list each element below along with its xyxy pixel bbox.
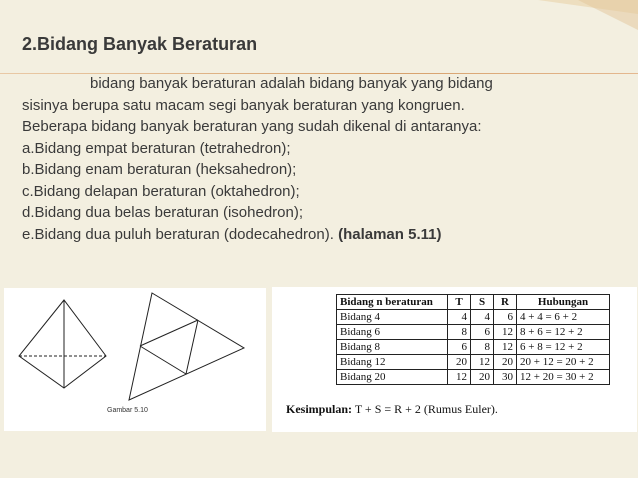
- list-item-text: e.Bidang dua puluh beraturan (dodecahedron).: [22, 225, 334, 243]
- table-cell: 20 + 12 = 20 + 2: [517, 355, 610, 370]
- table-row: [337, 355, 610, 370]
- slide-body: [22, 73, 622, 245]
- conclusion-label: Kesimpulan:: [286, 402, 353, 416]
- table-cell: 20: [448, 355, 471, 370]
- net-inner-edge: [140, 346, 186, 374]
- table-cell: Bidang 20: [337, 370, 448, 385]
- figure-caption: Gambar 5.10: [107, 407, 148, 414]
- table-cell: 6: [494, 310, 517, 325]
- table-cell: 8: [471, 340, 494, 355]
- table-cell: 4 + 4 = 6 + 2: [517, 310, 610, 325]
- header-cell: S: [471, 295, 494, 310]
- table-row: [337, 370, 610, 385]
- table-cell: 12: [448, 370, 471, 385]
- table-cell: 6 + 8 = 12 + 2: [517, 340, 610, 355]
- list-item-last: [22, 224, 622, 246]
- tetrahedron-net-outline: [129, 293, 244, 400]
- table-cell: Bidang 12: [337, 355, 448, 370]
- euler-table-panel: [272, 287, 637, 432]
- table-header-row: [337, 295, 610, 310]
- conclusion-text: T + S = R + 2 (Rumus Euler).: [354, 402, 498, 416]
- header-cell: Bidang n beraturan: [337, 295, 448, 310]
- header-cell: R: [494, 295, 517, 310]
- list-item: a.Bidang empat beraturan (tetrahedron);: [22, 139, 291, 157]
- net-inner-edge: [140, 320, 198, 346]
- table-cell: 12: [494, 325, 517, 340]
- paragraph-line: sisinya berupa satu macam segi banyak beraturan yang kongruen.: [22, 96, 465, 114]
- table-row: [337, 340, 610, 355]
- table-cell: 12: [494, 340, 517, 355]
- corner-decoration: [518, 0, 638, 40]
- table-cell: 12: [471, 355, 494, 370]
- table-cell: Bidang 4: [337, 310, 448, 325]
- euler-conclusion: [286, 402, 498, 417]
- table-cell: 8 + 6 = 12 + 2: [517, 325, 610, 340]
- table-cell: 30: [494, 370, 517, 385]
- figure-polyhedron-nets: [4, 288, 266, 431]
- header-cell: T: [448, 295, 471, 310]
- table-cell: Bidang 8: [337, 340, 448, 355]
- list-item: d.Bidang dua belas beraturan (isohedron);: [22, 204, 304, 221]
- table-cell: 4: [448, 310, 471, 325]
- page-reference: (halaman 5.11): [338, 225, 442, 243]
- euler-table: [336, 294, 610, 385]
- table-cell: 6: [471, 325, 494, 340]
- paragraph-line: bidang banyak beraturan adalah bidang banyak yang bidang: [90, 75, 493, 92]
- table-cell: Bidang 6: [337, 325, 448, 340]
- net-inner-edge: [186, 320, 198, 374]
- table-cell: 8: [448, 325, 471, 340]
- table-cell: 20: [471, 370, 494, 385]
- slide-title: 2.Bidang Banyak Beraturan: [22, 34, 258, 54]
- table-cell: 6: [448, 340, 471, 355]
- table-row: [337, 310, 610, 325]
- table-cell: 12 + 20 = 30 + 2: [517, 370, 610, 385]
- tetrahedron-outline: [19, 300, 106, 388]
- list-item: c.Bidang delapan beraturan (oktahedron);: [22, 182, 300, 200]
- table-row: [337, 325, 610, 340]
- list-item: b.Bidang enam beraturan (heksahedron);: [22, 161, 297, 178]
- table-cell: 20: [494, 355, 517, 370]
- header-cell: Hubungan: [517, 295, 610, 310]
- table-cell: 4: [471, 310, 494, 325]
- paragraph-line: Beberapa bidang banyak beraturan yang sudah dikenal di antaranya:: [22, 118, 482, 135]
